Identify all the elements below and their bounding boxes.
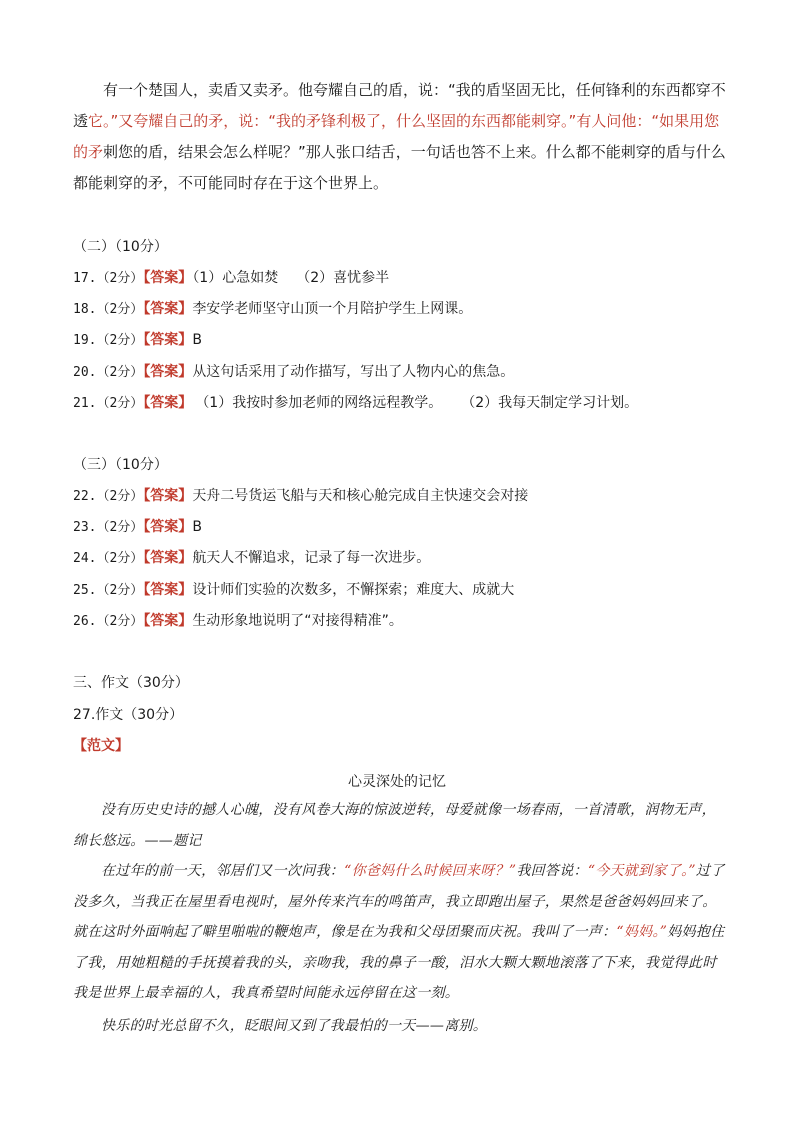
answer-number: 26.（2分） xyxy=(73,614,144,629)
answer-number: 19.（2分） xyxy=(73,333,144,348)
answer-24 xyxy=(73,548,430,569)
answer-number: 20.（2分） xyxy=(73,365,144,380)
essay-quote: “你爸妈什么时候回来呀？” xyxy=(344,863,517,879)
essay-epigraph: 没有历史史诗的撼人心魄，没有风卷大海的惊波逆转，母爱就像一场春雨，一首清歌，润物无声，绵长悠远。——题记 xyxy=(73,802,716,849)
essay-text: 过了没多久，当我正在屋里看电视时，屋外传来汽车的鸣笛声，我立即跑出屋子，果然是爸爸妈妈回来了。就在这时外面响起了噼里啪啦的鞭炮声，像是在为我和父母团聚而庆祝。我叫了一声： xyxy=(73,863,725,940)
answer-tag: 【答案】 xyxy=(143,613,193,629)
story-paragraph xyxy=(73,75,733,199)
answer-text: 航天人不懈追求，记录了每一次进步。 xyxy=(192,550,431,566)
answer-number: 17.（2分） xyxy=(73,271,144,286)
section3-header: （三）（10分） xyxy=(73,457,168,473)
answer-tag: 【答案】 xyxy=(143,301,193,317)
essay-paragraph-2 xyxy=(73,856,729,1009)
story-line-3: 刺您的盾，结果会怎么样呢？”那人张口结舌，一句话也答不上来。什么都不能刺穿的盾与什么都能刺穿的矛，不可能同时存在于这个世界上。 xyxy=(73,143,726,192)
answer-text: 生动形象地说明了“对接得精准”。 xyxy=(192,613,403,629)
answer-text: B xyxy=(192,519,202,535)
answer-20 xyxy=(73,362,514,383)
answer-text-2: （2）我每天制定学习计划。 xyxy=(468,395,639,411)
essay-text: 在过年的前一天，邻居们又一次问我： xyxy=(101,863,345,879)
answer-number: 25.（2分） xyxy=(73,583,144,598)
answer-tag: 【答案】 xyxy=(143,488,193,504)
story-line-2: 它。”又夸耀自己的矛，说：“我的矛锋利极了，什么坚固的东西都能刺穿。”有人问他：“如果用您的矛 xyxy=(73,112,720,161)
essay-paragraph-3: 快乐的时光总留不久，眨眼间又到了我最怕的一天——离别。 xyxy=(101,1018,488,1034)
answer-text: （1）心急如焚 xyxy=(192,270,279,286)
essay-quote: “妈妈。” xyxy=(616,924,668,940)
composition-item: 27.作文（30分） xyxy=(73,707,184,723)
answer-17 xyxy=(73,268,389,289)
answer-tag: 【答案】 xyxy=(143,332,193,348)
answer-text: 天舟二号货运飞船与天和核心舱完成自主快速交会对接 xyxy=(192,488,529,504)
answer-text-2: （2）喜忧参半 xyxy=(296,270,390,286)
model-essay-tag: 【范文】 xyxy=(73,738,129,754)
answer-23 xyxy=(73,517,202,538)
answer-22 xyxy=(73,486,528,507)
answer-tag: 【答案】 xyxy=(143,519,193,535)
answer-text: （1）我按时参加老师的网络远程教学。 xyxy=(202,395,443,411)
answer-tag: 【答案】 xyxy=(143,364,193,380)
essay-quote: “今天就到家了。” xyxy=(587,863,696,879)
answer-number: 24.（2分） xyxy=(73,551,144,566)
composition-header: 三、作文（30分） xyxy=(73,675,189,691)
answer-text: B xyxy=(192,332,202,348)
essay-title: 心灵深处的记忆 xyxy=(348,774,446,790)
answer-number: 18.（2分） xyxy=(73,302,144,317)
answer-tag: 【答案】 xyxy=(143,270,193,286)
essay-text: 我回答说： xyxy=(516,863,588,879)
answer-number: 23.（2分） xyxy=(73,520,144,535)
essay-text: 妈妈抱住了我，用她粗糙的手抚摸着我的头，亲吻我，我的鼻子一酸，泪水大颗大颗地滚落了下来，我觉得此时我是世界上最幸福的人，我真希望时间能永远停留在这一刻。 xyxy=(73,924,725,1001)
answer-21 xyxy=(73,393,638,414)
answer-tag: 【答案】 xyxy=(143,395,193,411)
story-line-1: 有一个楚国人，卖盾又卖矛。他夸耀自己的盾，说：“我的盾坚固无比，任何锋利的东西都穿不透 xyxy=(73,81,726,130)
answer-tag: 【答案】 xyxy=(143,582,193,598)
answer-tag: 【答案】 xyxy=(143,550,193,566)
answer-25 xyxy=(73,580,514,601)
answer-number: 22.（2分） xyxy=(73,489,144,504)
answer-18 xyxy=(73,299,472,320)
answer-26 xyxy=(73,611,403,632)
section2-header: （二）（10分） xyxy=(73,239,168,255)
answer-text: 设计师们实验的次数多，不懈探索；难度大、成就大 xyxy=(192,582,515,598)
answer-19 xyxy=(73,330,202,351)
answer-text: 李安学老师坚守山顶一个月陪护学生上网课。 xyxy=(192,301,473,317)
answer-number: 21.（2分） xyxy=(73,396,144,411)
answer-text: 从这句话采用了动作描写，写出了人物内心的焦急。 xyxy=(192,364,515,380)
